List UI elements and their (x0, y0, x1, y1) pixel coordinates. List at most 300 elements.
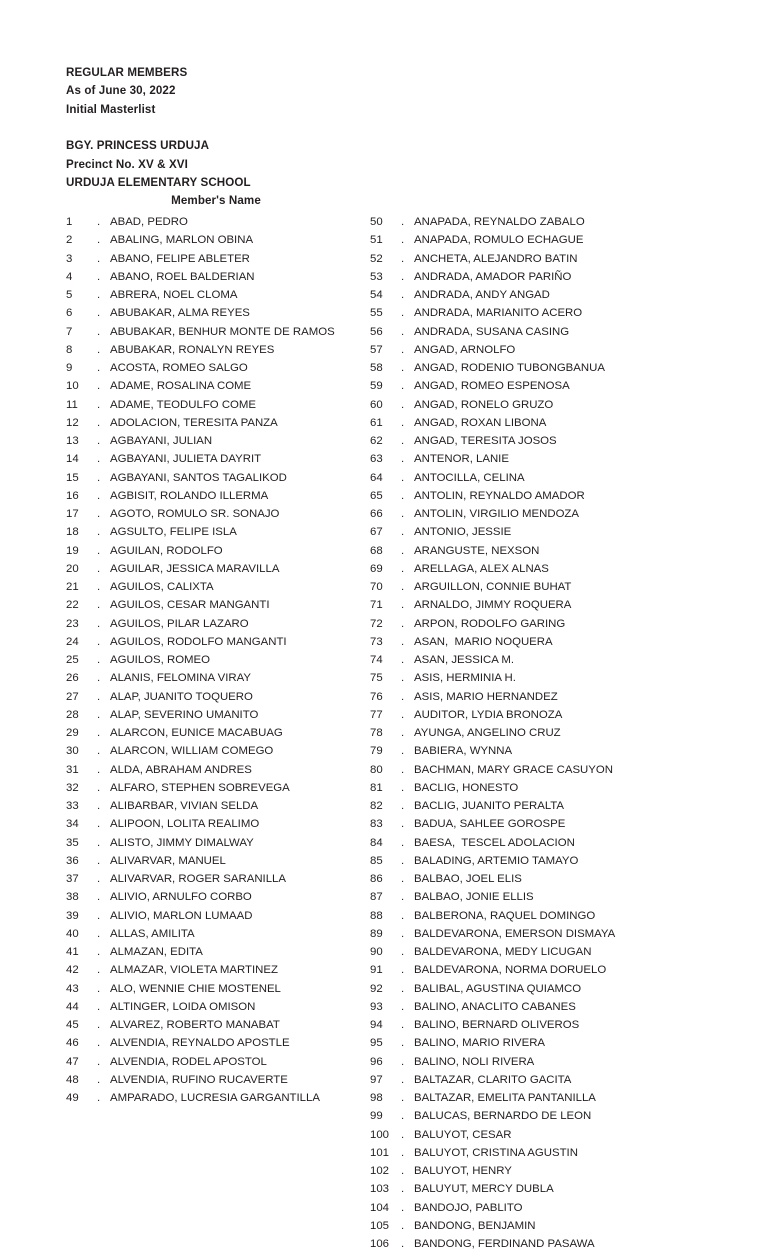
member-name: AUDITOR, LYDIA BRONOZA (414, 708, 563, 721)
member-separator: . (97, 216, 101, 228)
member-name: BALDEVARONA, MEDY LICUGAN (414, 946, 592, 958)
member-separator: . (401, 1128, 405, 1141)
member-name: ANDRADA, SUSANA CASING (414, 325, 570, 338)
member-separator: . (401, 1165, 405, 1177)
member-separator: . (97, 672, 101, 685)
member-number: 7 (66, 325, 73, 338)
member-name: ARPON, RODOLFO GARING (414, 617, 566, 630)
member-number: 92 (370, 982, 383, 995)
member-name: ALMAZAN, EDITA (110, 946, 203, 958)
member-name: ALLAS, AMILITA (110, 927, 195, 940)
member-number: 70 (370, 581, 383, 593)
member-name: AGBAYANI, JULIAN (110, 435, 213, 447)
member-separator: . (97, 489, 101, 502)
member-name: ASAN, MARIO NOQUERA (414, 635, 553, 648)
member-separator: . (97, 343, 101, 356)
member-name: ARNALDO, JIMMY ROQUERA (414, 599, 572, 612)
member-separator: . (97, 289, 101, 301)
member-separator: . (97, 836, 101, 849)
member-number: 65 (370, 489, 383, 502)
member-name: ANTENOR, LANIE (414, 453, 509, 466)
member-number: 47 (66, 1055, 79, 1068)
member-name: ANDRADA, ANDY ANGAD (414, 289, 550, 301)
member-name: ANDRADA, AMADOR PARIÑO (414, 270, 572, 283)
member-separator: . (401, 508, 405, 520)
member-name: AGUILAR, JESSICA MARAVILLA (110, 562, 280, 575)
member-number: 31 (66, 763, 79, 776)
member-separator: . (97, 416, 101, 429)
member-name: BALBAO, JOEL ELIS (414, 873, 522, 885)
document-header (66, 64, 366, 192)
member-number: 61 (370, 416, 383, 429)
member-separator: . (97, 964, 101, 977)
member-separator: . (401, 380, 405, 393)
member-name: ANGAD, TERESITA JOSOS (414, 435, 557, 447)
member-number: 32 (66, 781, 79, 794)
member-separator: . (401, 489, 405, 502)
member-name: ACOSTA, ROMEO SALGO (110, 362, 248, 374)
member-name: ALIVIO, MARLON LUMAAD (110, 909, 253, 922)
member-name: ALVENDIA, RODEL APOSTOL (110, 1055, 267, 1068)
member-number: 58 (370, 362, 383, 374)
header-spacer (66, 119, 366, 137)
member-number: 12 (66, 416, 79, 429)
member-name: BANDOJO, PABLITO (414, 1201, 523, 1214)
member-separator: . (97, 599, 101, 612)
member-separator: . (97, 508, 101, 520)
member-separator: . (401, 891, 405, 904)
member-number: 40 (66, 927, 79, 940)
member-name: ALIBARBAR, VIVIAN SELDA (110, 800, 259, 812)
member-name: BALUCAS, BERNARDO DE LEON (414, 1110, 592, 1123)
member-number: 106 (370, 1238, 390, 1250)
member-separator: . (401, 416, 405, 429)
member-name: BALINO, BERNARD OLIVEROS (414, 1019, 580, 1031)
member-name: ALTINGER, LOIDA OMISON (110, 1000, 256, 1013)
member-number: 76 (370, 690, 383, 703)
member-separator: . (401, 1183, 405, 1196)
member-name: ABUBAKAR, RONALYN REYES (110, 343, 275, 356)
member-number: 63 (370, 453, 383, 466)
member-number: 11 (66, 398, 78, 411)
member-number: 80 (370, 763, 383, 776)
member-separator: . (97, 471, 101, 484)
member-separator: . (97, 544, 101, 557)
member-number: 97 (370, 1073, 383, 1086)
member-separator: . (97, 909, 101, 922)
member-name: AGBAYANI, JULIETA DAYRIT (110, 453, 262, 466)
member-separator: . (97, 727, 101, 739)
member-name: ALANIS, FELOMINA VIRAY (110, 672, 251, 685)
member-name: ANTOLIN, VIRGILIO MENDOZA (414, 508, 579, 520)
member-separator: . (97, 781, 101, 794)
member-separator: . (401, 1037, 405, 1050)
member-number: 98 (370, 1092, 383, 1104)
member-name: ARGUILLON, CONNIE BUHAT (414, 581, 572, 593)
member-name: ALO, WENNIE CHIE MOSTENEL (110, 982, 281, 995)
member-number: 89 (370, 927, 383, 940)
member-name: BACHMAN, MARY GRACE CASUYON (414, 763, 613, 776)
member-name: BALUYOT, CESAR (414, 1128, 512, 1141)
member-name: BALBAO, JONIE ELLIS (414, 891, 534, 904)
member-separator: . (97, 1092, 101, 1104)
member-separator: . (97, 946, 101, 958)
member-separator: . (401, 1201, 405, 1214)
member-separator: . (401, 544, 405, 557)
member-number: 75 (370, 672, 383, 685)
member-number: 77 (370, 708, 383, 721)
member-separator: . (401, 1110, 405, 1123)
member-separator: . (97, 581, 101, 593)
member-number: 88 (370, 909, 383, 922)
member-name: ALARCON, EUNICE MACABUAG (110, 727, 283, 739)
member-separator: . (401, 964, 405, 977)
member-separator: . (97, 690, 101, 703)
member-number: 45 (66, 1019, 79, 1031)
member-name: ARANGUSTE, NEXSON (414, 544, 540, 557)
member-number: 72 (370, 617, 383, 630)
header-barangay: BGY. PRINCESS URDUJA (66, 139, 210, 153)
member-number: 74 (370, 654, 383, 666)
member-name: ALVENDIA, REYNALDO APOSTLE (110, 1037, 290, 1050)
member-separator: . (401, 854, 405, 867)
member-number: 17 (66, 508, 79, 520)
member-name: ALIPOON, LOLITA REALIMO (110, 818, 260, 831)
member-number: 36 (66, 854, 79, 867)
member-name: ABAD, PEDRO (110, 216, 188, 228)
member-number: 14 (66, 453, 79, 466)
member-separator: . (97, 800, 101, 812)
member-separator: . (401, 617, 405, 630)
member-separator: . (97, 453, 101, 466)
member-separator: . (97, 763, 101, 776)
member-separator: . (401, 526, 405, 539)
member-separator: . (97, 745, 101, 758)
member-number: 48 (66, 1073, 79, 1086)
member-name: ABRERA, NOEL CLOMA (110, 289, 238, 301)
member-separator: . (401, 873, 405, 885)
member-number: 86 (370, 873, 383, 885)
member-number: 2 (66, 234, 73, 247)
header-as-of-date: As of June 30, 2022 (66, 84, 176, 98)
member-number: 91 (370, 964, 383, 977)
member-name: BALIBAL, AGUSTINA QUIAMCO (414, 982, 582, 995)
member-separator: . (97, 252, 101, 265)
member-separator: . (401, 818, 405, 831)
member-name: ABANO, FELIPE ABLETER (110, 252, 250, 265)
member-name: ALDA, ABRAHAM ANDRES (110, 763, 252, 776)
member-name: AMPARADO, LUCRESIA GARGANTILLA (110, 1092, 320, 1104)
header-school: URDUJA ELEMENTARY SCHOOL (66, 176, 251, 190)
member-separator: . (401, 1055, 405, 1068)
member-number: 22 (66, 599, 79, 612)
member-name: ALIVARVAR, ROGER SARANILLA (110, 873, 286, 885)
member-number: 3 (66, 252, 73, 265)
member-separator: . (401, 1092, 405, 1104)
member-separator: . (401, 234, 405, 247)
member-number: 56 (370, 325, 383, 338)
header-title-regular-members: REGULAR MEMBERS (66, 66, 188, 79)
member-name: ALFARO, STEPHEN SOBREVEGA (110, 781, 290, 794)
member-number: 28 (66, 708, 79, 721)
member-separator: . (97, 635, 101, 648)
member-separator: . (401, 635, 405, 648)
member-separator: . (401, 909, 405, 922)
member-separator: . (97, 1037, 101, 1050)
member-name: ASAN, JESSICA M. (414, 654, 515, 666)
member-number: 26 (66, 672, 79, 685)
member-separator: . (401, 1000, 405, 1013)
member-name: ALVAREZ, ROBERTO MANABAT (110, 1019, 280, 1031)
member-name: ALMAZAR, VIOLETA MARTINEZ (110, 964, 278, 977)
member-number: 55 (370, 307, 383, 320)
member-number: 49 (66, 1092, 79, 1104)
member-name: BALINO, MARIO RIVERA (414, 1037, 546, 1050)
member-separator: . (97, 982, 101, 995)
member-number: 85 (370, 854, 383, 867)
member-name: AGUILOS, CALIXTA (110, 581, 214, 593)
member-separator: . (401, 343, 405, 356)
member-number: 52 (370, 252, 383, 265)
member-number: 69 (370, 562, 383, 575)
member-number: 21 (66, 581, 79, 593)
member-number: 82 (370, 800, 383, 812)
member-number: 25 (66, 654, 79, 666)
member-number: 84 (370, 836, 383, 849)
member-name: ALIVARVAR, MANUEL (110, 854, 226, 867)
member-separator: . (97, 891, 101, 904)
member-separator: . (401, 435, 405, 447)
member-separator: . (401, 307, 405, 320)
member-separator: . (401, 927, 405, 940)
member-separator: . (401, 581, 405, 593)
member-number: 5 (66, 289, 73, 301)
member-number: 41 (66, 946, 79, 958)
member-separator: . (97, 818, 101, 831)
member-separator: . (97, 1073, 101, 1086)
member-separator: . (401, 745, 405, 758)
member-number: 79 (370, 745, 383, 758)
member-number: 90 (370, 946, 383, 958)
member-number: 30 (66, 745, 79, 758)
member-number: 10 (66, 380, 79, 393)
member-name: BALINO, NOLI RIVERA (414, 1055, 535, 1068)
member-separator: . (97, 362, 101, 374)
member-separator: . (97, 617, 101, 630)
member-separator: . (401, 1073, 405, 1086)
member-name: BALTAZAR, EMELITA PANTANILLA (414, 1092, 596, 1104)
member-name: ANGAD, RONELO GRUZO (414, 398, 554, 411)
member-number: 93 (370, 1000, 383, 1013)
member-number: 13 (66, 435, 79, 447)
member-name: ANTOCILLA, CELINA (414, 471, 525, 484)
member-name: ALAP, SEVERINO UMANITO (110, 708, 259, 721)
member-separator: . (401, 398, 405, 411)
member-separator: . (401, 453, 405, 466)
member-number: 15 (66, 471, 79, 484)
member-number: 16 (66, 489, 79, 502)
member-name: ABALING, MARLON OBINA (110, 234, 254, 247)
member-number: 54 (370, 289, 383, 301)
header-initial-masterlist: Initial Masterlist (66, 102, 156, 116)
member-separator: . (97, 562, 101, 575)
member-name: BACLIG, JUANITO PERALTA (414, 800, 565, 812)
member-separator: . (97, 1000, 101, 1013)
member-number: 18 (66, 526, 79, 539)
member-number: 104 (370, 1201, 390, 1214)
member-name: ABUBAKAR, ALMA REYES (110, 307, 250, 320)
member-separator: . (401, 362, 405, 374)
member-number: 59 (370, 380, 383, 393)
member-name: ASIS, MARIO HERNANDEZ (414, 690, 558, 703)
member-number: 94 (370, 1019, 383, 1031)
member-number: 87 (370, 891, 383, 904)
member-name: ADOLACION, TERESITA PANZA (110, 416, 278, 429)
member-number: 83 (370, 818, 383, 831)
member-number: 78 (370, 727, 383, 739)
member-number: 34 (66, 818, 79, 831)
member-number: 9 (66, 362, 73, 374)
member-name: ANTONIO, JESSIE (414, 526, 512, 539)
member-name: AYUNGA, ANGELINO CRUZ (414, 727, 561, 739)
member-separator: . (401, 708, 405, 721)
member-name: ADAME, ROSALINA COME (110, 380, 252, 393)
member-number: 81 (370, 781, 383, 794)
member-number: 44 (66, 1000, 79, 1013)
member-number: 51 (370, 234, 383, 247)
member-number: 66 (370, 508, 383, 520)
member-separator: . (97, 526, 101, 539)
member-name: ANTOLIN, REYNALDO AMADOR (414, 489, 585, 502)
member-number: 43 (66, 982, 79, 995)
member-name: ALARCON, WILLIAM COMEGO (110, 745, 274, 758)
member-number: 33 (66, 800, 79, 812)
member-name: BALINO, ANACLITO CABANES (414, 1000, 576, 1013)
member-separator: . (401, 781, 405, 794)
member-name: AGUILOS, RODOLFO MANGANTI (110, 635, 287, 648)
member-name: ANGAD, ARNOLFO (414, 343, 516, 356)
member-name: BADUA, SAHLEE GOROSPE (414, 818, 566, 831)
member-separator: . (401, 946, 405, 958)
member-number: 50 (370, 216, 383, 228)
member-name: AGSULTO, FELIPE ISLA (110, 526, 237, 539)
member-name: BALBERONA, RAQUEL DOMINGO (414, 909, 596, 922)
member-number: 96 (370, 1055, 383, 1068)
member-name: ANGAD, ROXAN LIBONA (414, 416, 547, 429)
member-number: 73 (370, 635, 383, 648)
member-name: ALAP, JUANITO TOQUERO (110, 690, 253, 703)
member-number: 42 (66, 964, 79, 977)
member-number: 46 (66, 1037, 79, 1050)
member-number: 68 (370, 544, 383, 557)
member-name: AGUILAN, RODOLFO (110, 544, 223, 557)
member-number: 99 (370, 1110, 383, 1123)
member-number: 6 (66, 307, 73, 320)
member-number: 20 (66, 562, 79, 575)
member-number: 1 (66, 216, 73, 228)
member-name: BACLIG, HONESTO (414, 781, 519, 794)
member-separator: . (97, 398, 101, 411)
member-separator: . (401, 471, 405, 484)
member-name: BALUYOT, CRISTINA AGUSTIN (414, 1146, 578, 1159)
member-name: BALADING, ARTEMIO TAMAYO (414, 854, 579, 867)
member-number: 39 (66, 909, 79, 922)
member-name: ASIS, HERMINIA H. (414, 672, 516, 685)
member-separator: . (97, 1055, 101, 1068)
header-precinct: Precinct No. XV & XVI (66, 157, 188, 171)
member-separator: . (401, 252, 405, 265)
member-separator: . (401, 727, 405, 739)
member-name: ARELLAGA, ALEX ALNAS (414, 562, 549, 575)
member-separator: . (401, 982, 405, 995)
member-name: BALDEVARONA, NORMA DORUELO (414, 964, 607, 977)
member-number: 101 (370, 1146, 390, 1159)
member-number: 23 (66, 617, 79, 630)
member-name: BAESA, TESCEL ADOLACION (414, 836, 575, 849)
member-name: AGBISIT, ROLANDO ILLERMA (110, 489, 269, 502)
member-name: ADAME, TEODULFO COME (110, 398, 256, 411)
member-name: ANCHETA, ALEJANDRO BATIN (414, 252, 578, 265)
member-name: ANAPADA, REYNALDO ZABALO (414, 216, 585, 228)
member-number: 29 (66, 727, 79, 739)
member-number: 67 (370, 526, 383, 539)
member-number: 19 (66, 544, 79, 557)
member-separator: . (401, 1238, 405, 1250)
member-name: BANDONG, BENJAMIN (414, 1219, 536, 1232)
member-name: ABUBAKAR, BENHUR MONTE DE RAMOS (110, 325, 335, 338)
member-separator: . (401, 690, 405, 703)
member-separator: . (97, 234, 101, 247)
member-name: BANDONG, FERDINAND PASAWA (414, 1238, 595, 1250)
member-number: 53 (370, 270, 383, 283)
member-name: AGBAYANI, SANTOS TAGALIKOD (110, 471, 287, 484)
member-number: 64 (370, 471, 383, 484)
member-name: BALUYOT, HENRY (414, 1165, 512, 1177)
member-separator: . (97, 927, 101, 940)
member-number: 100 (370, 1128, 390, 1141)
member-number: 95 (370, 1037, 383, 1050)
member-separator: . (97, 1019, 101, 1031)
member-number: 27 (66, 690, 79, 703)
member-number: 37 (66, 873, 79, 885)
member-number: 38 (66, 891, 79, 904)
member-separator: . (97, 854, 101, 867)
member-separator: . (401, 270, 405, 283)
member-number: 102 (370, 1165, 390, 1177)
member-name: ANAPADA, ROMULO ECHAGUE (414, 234, 584, 247)
member-name: ALVENDIA, RUFINO RUCAVERTE (110, 1073, 288, 1086)
member-name: AGOTO, ROMULO SR. SONAJO (110, 508, 280, 520)
member-number: 60 (370, 398, 383, 411)
member-separator: . (401, 1219, 405, 1232)
member-name: ABANO, ROEL BALDERIAN (110, 270, 255, 283)
member-separator: . (401, 289, 405, 301)
member-name: ANGAD, ROMEO ESPENOSA (414, 380, 570, 393)
member-number: 62 (370, 435, 383, 447)
member-name: AGUILOS, CESAR MANGANTI (110, 599, 270, 612)
member-number: 71 (370, 599, 383, 612)
column-header-members-name: Member's Name (171, 194, 261, 207)
member-separator: . (401, 325, 405, 338)
member-name: BALDEVARONA, EMERSON DISMAYA (414, 927, 616, 940)
member-separator: . (97, 873, 101, 885)
member-number: 35 (66, 836, 79, 849)
member-separator: . (401, 800, 405, 812)
member-name: ANGAD, RODENIO TUBONGBANUA (414, 362, 605, 374)
member-separator: . (401, 763, 405, 776)
member-number: 105 (370, 1219, 390, 1232)
member-separator: . (401, 562, 405, 575)
